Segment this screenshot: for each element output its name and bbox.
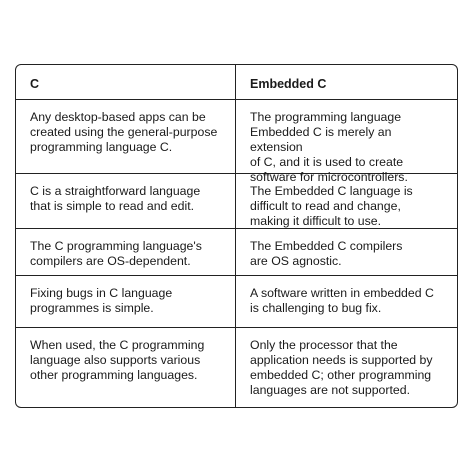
row-5-embedded-c: Only the processor that the application needs is supported by embedded C; other programming languages are not supported.: [250, 338, 433, 397]
header-c: C: [16, 65, 236, 100]
row-2-c: C is a straightforward language that is simple to read and edit.: [16, 174, 236, 229]
comparison-table: [15, 64, 458, 408]
row-4-c: Fixing bugs in C language programmes is simple.: [16, 276, 236, 328]
row-3-c: The C programming language's compilers are OS-dependent.: [16, 229, 236, 276]
row-2-embedded-c: The Embedded C language is difficult to read and change, making it difficult to use.: [236, 174, 457, 229]
row-3-embedded-c: The Embedded C compilers are OS agnostic.: [236, 229, 457, 276]
row-1-embedded-c: The programming language Embedded C is merely an extension of C, and it is used to create software for microcontrollers.: [236, 100, 457, 174]
row-4-embedded-c: A software written in embedded C is challenging to bug fix.: [236, 276, 457, 328]
row-5-c: When used, the C programming language also supports various other programming languages.: [16, 328, 236, 407]
header-embedded-c: Embedded C: [236, 65, 457, 100]
row-1-c: Any desktop-based apps can be created using the general-purpose programming language C.: [16, 100, 236, 174]
